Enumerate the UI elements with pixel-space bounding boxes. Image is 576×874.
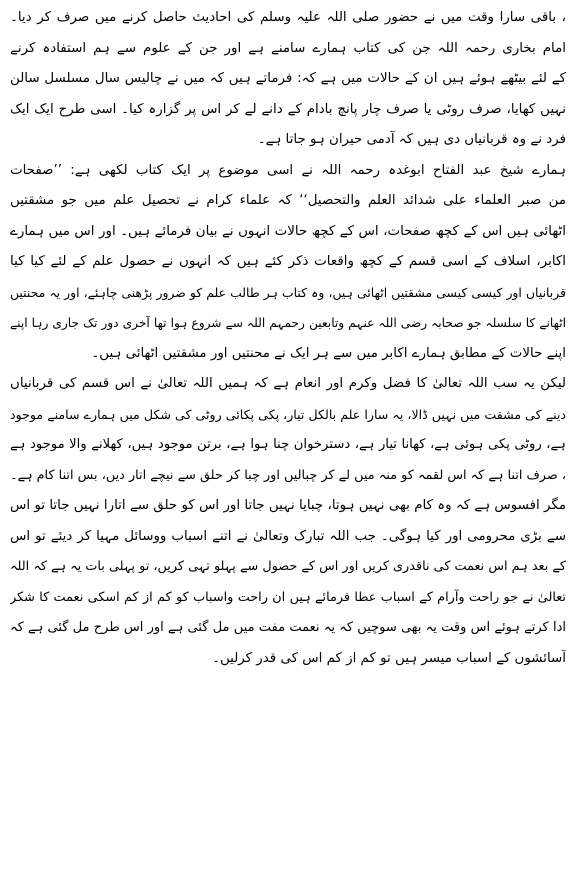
text-line: ادا کرتے ہوئے اس وقت یہ بھی سوچیں کہ یہ نعمت مفت میں مل گئی ہے اور اس طرح مل گئی ہے کہ [10,620,566,635]
text-line: کے بعد ہم اس نعمت کی ناقدری کریں اور اس کے حصول سے پہلو تہی کریں، تو پہلی بات یہ ہے کہ اللہ [10,559,566,574]
text-line: من صبر العلماء علی شدائد العلم والتحصیل‘‘ کہ علماء کرام نے تحصیل علم میں جو مشقتیں [10,193,566,208]
text-line: ہمارے شیخ عبد الفتاح ابوغدہ رحمہ اللہ نے اسی موضوع پر ایک کتاب لکھی ہے: ’’صفحات [10,162,566,178]
text-line: ، باقی سارا وقت میں نے حضور صلی اللہ علیہ وسلم کی احادیث حاصل کرنے میں صرف کر دیا۔ [10,10,566,25]
text-line: اٹھائی ہیں اس کے کچھ صفحات، اس کے کچھ حالات انہوں نے بیان فرمائے ہیں۔ اور اس میں ہمارے [10,223,566,239]
text-line: مگر افسوس ہے کہ وہ کام بھی نہیں ہوتا، چبایا نہیں جاتا اور اس کو حلق سے اتارا نہیں جاتا تو اس [10,498,566,513]
text-line: قربانیاں اور کیسی کیسی مشقتیں اٹھائی ہیں، وہ کتاب ہر طالب علم کو ضرور پڑھنی چاہئے، اور یہ محنتیں [10,284,566,300]
text-line: ، صرف اتنا ہے کہ اس لقمہ کو منہ میں لے کر چبالیں اور چبا کر حلق سے نیچے اتار دیں، بس اتنا کام ہے۔ [10,467,566,483]
text-line: آسائشوں کے اسباب میسر ہیں تو کم از کم اس کی قدر کرلیں۔ [212,650,566,666]
text-line: تعالیٰ نے جو راحت وآرام کے اسباب عطا فرمائے ہیں ان راحت واسباب کو کم از کم اسکی نعمت کا شکر [10,589,566,605]
text-line: دینے کی مشقت میں نہیں ڈالا، یہ سارا علم بالکل تیار، پکی پکائی روٹی کی شکل میں ہمارے سامنے موجود [10,406,566,422]
text-line: فرد نے وہ قربانیاں دی ہیں کہ آدمی حیران ہو جاتا ہے۔ [257,132,566,147]
text-line: اکابر، اسلاف کے اسی قسم کے کچھ واقعات ذکر کئے ہیں کہ انہوں نے حصول علم کے لئے کیا کیا [10,254,566,269]
text-line: اٹھانے کا سلسلہ جو صحابہ رضی اللہ عنہم وتابعین رحمہم اللہ سے شروع ہوا تھا آخری دور تک جاری رہا اپنے [10,316,566,330]
text-line: نہیں کھایا، صرف روٹی یا صرف چار پانچ بادام کے دانے لے کر اس پر گزارہ کیا۔ اسی طرح ایک ایک [10,101,566,117]
text-line: ہے، روٹی پکی ہوئی ہے، کھانا تیار ہے، دسترخوان چنا ہوا ہے، برتن موجود ہیں، کھلانے والا موجود ہے [10,437,566,452]
text-line: سے بڑی محرومی اور کیا ہوگی۔ جب اللہ تبارک وتعالیٰ نے اتنے اسباب ووسائل مہیا کر دیئے تو اس [10,528,566,544]
text-line: امام بخاری رحمہ اللہ جن کی کتاب ہمارے سامنے ہے اور جن کے علوم سے ہم استفادہ کرنے [10,40,566,56]
text-line: کے لئے بیٹھے ہوئے ہیں ان کے حالات میں ہے کہ: فرماتے ہیں کہ میں نے چالیس سال مسلسل سالن [10,71,566,86]
text-line: لیکن یہ سب اللہ تعالیٰ کا فضل وکرم اور انعام ہے کہ ہمیں اللہ تعالیٰ نے اس قسم کی قربانیاں [10,376,566,391]
text-line: اپنے حالات کے مطابق ہمارے اکابر میں سے ہر ایک نے محنتیں اور مشقتیں اٹھائی ہیں۔ [91,345,566,361]
